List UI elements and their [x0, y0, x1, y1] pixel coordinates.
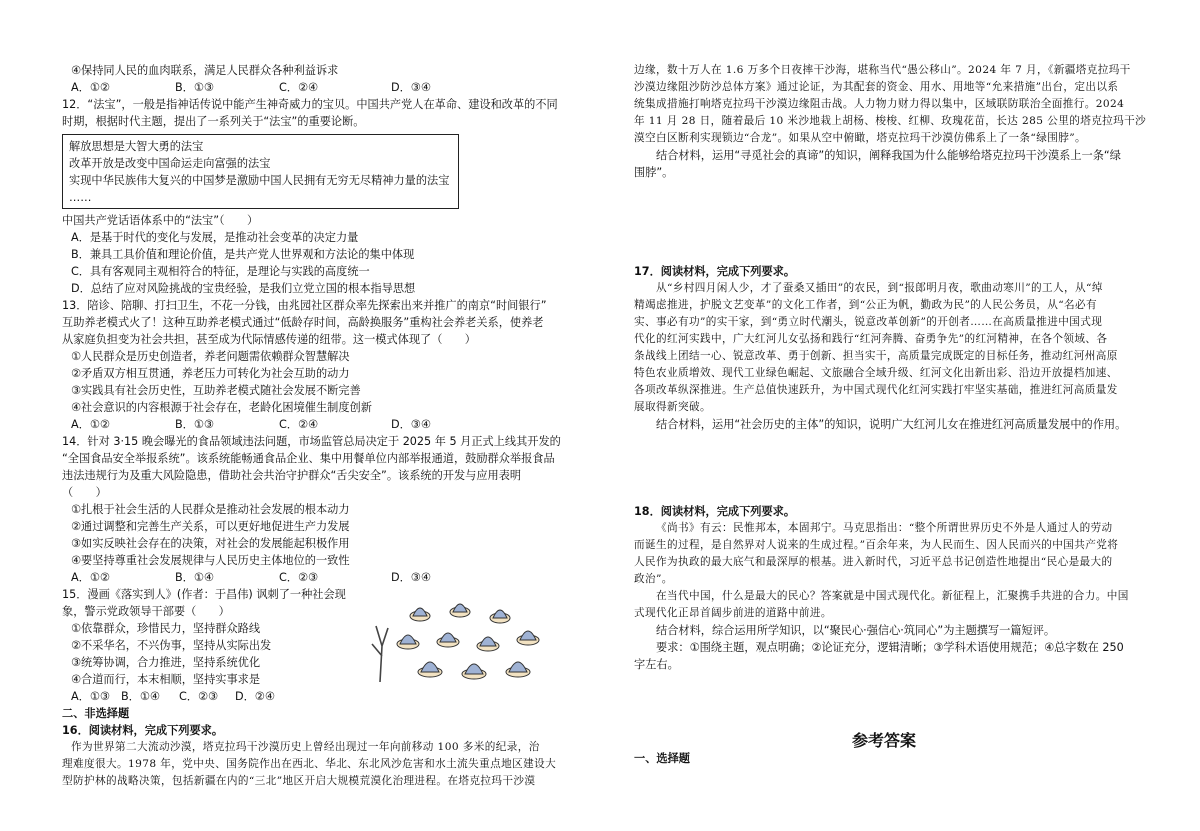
q16-body-line: 型防护林的战略决策，包括新疆在内的“三北”地区开启大规模荒漠化治理进程。在塔克拉玛干沙漠	[62, 775, 536, 787]
q15-option-1: ①依靠群众，珍惜民力，坚持群众路线	[71, 622, 261, 635]
q12-option-a: A．是基于时代的变化与发展，是推动社会变革的决定力量	[71, 231, 359, 244]
q17-body-line: 实、事必有功”的实干家，到“勇立时代潮头，锐意改革创新”的开创者……在高质量推进中国式现	[634, 316, 1103, 328]
q17-body-line: 特色农业质增效、现代工业绿色崛起、文旅融合全域升级、红河文化出新出彩、沿边开放提档加速、	[634, 367, 1118, 379]
q14-option-1: ①扎根于社会生活的人民群众是推动社会发展的根本动力	[71, 503, 350, 516]
q11-choice-c: C．②④	[279, 81, 319, 94]
q18-title: 18．阅读材料，完成下列要求。	[634, 505, 796, 518]
q14-option-2: ②通过调整和完善生产关系，可以更好地促进生产力发展	[71, 520, 350, 533]
q17-body-line: 代化的红河实践中，广大红河儿女弘扬和践行“红河奔腾、奋勇争先”的红河精神，在各个领域、各	[634, 333, 1108, 345]
q15-option-2: ②不采华名，不兴伪事，坚持从实际出发	[71, 639, 272, 652]
q14-stem-line3: 违法违规行为及重大风险隐患，借助社会共治守护群众“舌尖安全”。该系统的开发与应用表明	[62, 469, 522, 482]
q16-cont-line: 漠空白区断利实现锁边“合龙”。如果从空中俯瞰，塔克拉玛干沙漠仿佛系上了一条“绿围脖”。	[634, 132, 1087, 144]
q14-choices	[62, 569, 572, 586]
q15-stem-line2: 象，警示党政领导干部要（ ）	[62, 605, 230, 618]
q14-stem-line1: 14．针对 3·15 晚会曝光的食品领域违法问题，市场监管总局决定于 2025 年 5 月正式上线其开发的	[62, 435, 561, 448]
q17-title: 17．阅读材料，完成下列要求。	[634, 265, 796, 278]
q11-choice-a: A．①②	[71, 81, 110, 94]
q18-body-line: 在当代中国，什么是最大的民心？答案就是中国式现代化。新征程上，汇聚携手共进的合力。中国	[656, 590, 1129, 602]
q16-prompt-line1: 结合材料，运用“寻觅社会的真谛”的知识，阐释我国为什么能够给塔克拉玛干沙漠系上一条“绿	[656, 149, 1121, 162]
q13-stem-line1: 13．陪诊、陪聊、打扫卫生，不花一分钱，由兆园社区群众率先探索出来并推广的南京“时间银行”	[62, 299, 547, 312]
q18-body-line: 《尚书》有云：民惟邦本，本固邦宁。马克思指出：“整个所谓世界历史不外是人通过人的劳动	[656, 522, 1113, 534]
q12-box-line: 解放思想是大智大勇的法宝	[69, 140, 204, 153]
q13-option-1: ①人民群众是历史创造者，养老问题需依赖群众智慧解决	[71, 350, 350, 363]
q18-prompt: 结合材料，综合运用所学知识，以“聚民心·强信心·筑同心”为主题撰写一篇短评。	[656, 624, 1056, 637]
answer-space-q16	[634, 181, 1174, 263]
q11-option-4: ④保持同人民的血肉联系，满足人民群众各种利益诉求	[71, 64, 339, 77]
q13-choice-b: B．①③	[175, 418, 214, 431]
q17-prompt: 结合材料，运用“社会历史的主体”的知识，说明广大红河儿女在推进红河高质量发展中的作用。	[656, 418, 1127, 431]
q17-body-line: 从“乡村四月闲人少，才了蚕桑又插田”的农民，到“报郎明月夜，歌曲动寒川”的工人，从“绰	[656, 282, 1103, 294]
q17-body-line: 展取得新突破。	[634, 401, 711, 413]
q15-stem-line1: 15．漫画《落实到人》(作者：于昌伟) 讽刺了一种社会现	[62, 588, 346, 601]
answers-section-heading: 一、选择题	[634, 752, 690, 765]
q15-choice-b: B．①④	[121, 690, 160, 703]
q14-choice-d: D．③④	[391, 571, 431, 584]
q13-choice-a: A．①②	[71, 418, 110, 431]
q14-choice-a: A．①②	[71, 571, 110, 584]
q13-option-4: ④社会意识的内容根源于社会存在，老龄化困境催生制度创新	[71, 401, 372, 414]
q18-body-line: 政治”。	[634, 573, 673, 585]
q11-choices	[62, 79, 572, 96]
q18-body-line: 而诞生的过程，是自然界对人说来的生成过程。”百余年来，为人民而生、因人民而兴的中国共产党将	[634, 539, 1119, 551]
q17-body-line: 精竭虑推进，护脱文艺变革”的文化工作者，到“公正为帆，勤政为民”的人民公务员，从“名必有	[634, 299, 1098, 311]
q18-requirements-line1: 要求：①围绕主题，观点明确；②论证充分，逻辑清晰；③学科术语使用规范；④总字数在 250	[656, 641, 1124, 654]
right-column	[634, 62, 1174, 673]
q14-choice-c: C．②③	[279, 571, 319, 584]
q16-cont-line: 统集成措施打响塔克拉玛干沙漠边缘阻击战。人力物力财力得以集中，区域联防联治全面推行。2024	[634, 98, 1125, 110]
q15-choice-d: D．②④	[235, 690, 275, 703]
q14-option-4: ④要坚持尊重社会发展规律与人民历史主体地位的一致性	[71, 554, 350, 567]
q13-choices	[62, 416, 572, 433]
q18-requirements-line2: 字左右。	[634, 658, 679, 671]
q16-prompt-line2: 围脖”。	[634, 166, 674, 179]
q14-stem-line2: “全国食品安全举报系统”。该系统能畅通食品企业、集中用餐单位内部举报通道，鼓励群众举报食品	[62, 452, 555, 465]
q17-body-line: 各项改革纵深推进。生产总值快速跃升，为中国式现代化红河实践打牢坚实基础，推进红河高质量发	[634, 384, 1118, 396]
q13-option-2: ②矛盾双方相互贯通，养老压力可转化为社会互助的动力	[71, 367, 350, 380]
q12-question: 中国共产党话语体系中的“法宝”（ ）	[62, 214, 259, 227]
q12-option-d: D．总结了应对风险挑战的宝贵经验，是我们立党立国的根本指导思想	[71, 282, 416, 295]
q17-body-line: 条战线上团结一心、锐意改革、勇于创新、担当实干，高质量完成既定的目标任务，推动红河州高原	[634, 350, 1118, 362]
q16-body-line: 理难度很大。1978 年，党中央、国务院作出在西北、华北、东北风沙危害和水土流失重点地区建设大	[62, 758, 557, 770]
q16-cont-line: 沙漠边缘阻沙防沙总体方案》通过论证，为其配套的资金、用水、用地等“允来措施”出台，定出以系	[634, 81, 1119, 93]
q15-option-3: ③统筹协调，合力推进，坚持系统优化	[71, 656, 261, 669]
q15-choices	[62, 688, 572, 705]
q13-option-3: ③实践具有社会历史性，互助养老模式随社会发展不断完善	[71, 384, 361, 397]
answer-space-q17	[634, 433, 1174, 503]
q12-option-b: B．兼具工具价值和理论价值，是共产党人世界观和方法论的集中体现	[71, 248, 415, 261]
q13-choice-c: C．②④	[279, 418, 319, 431]
q13-stem-line2: 互助养老模式火了！这种互助养老模式通过“低龄存时间，高龄换服务”重构社会养老关系，使养老	[62, 316, 544, 329]
q12-box-line: ……	[69, 191, 92, 204]
q12-box-line: 改革开放是改变中国命运走向富强的法宝	[69, 157, 271, 170]
q16-cont-line: 年 11 月 28 日，随着最后 10 米沙地栽上胡杨、梭梭、红柳、玫瑰花苗，长达 285 公里的塔克拉玛干沙	[634, 115, 1147, 127]
q13-stem-line3: 从家庭负担变为社会共担，甚至成为代际情感传递的纽带。这一模式体现了（ ）	[62, 333, 476, 346]
q12-box-line: 实现中华民族伟大复兴的中国梦是激励中国人民拥有无穷无尽精神力量的法宝	[69, 174, 450, 187]
q14-choice-b: B．①④	[175, 571, 214, 584]
q12-quote-box	[62, 134, 459, 209]
q14-option-3: ③如实反映社会存在的决策，对社会的发展能起积极作用	[71, 537, 350, 550]
q18-body-line: 人民作为执政的最大底气和最深厚的根基。进入新时代，习近平总书记创造性地提出“民心是最大的	[634, 556, 1113, 568]
q12-stem-line1: 12．“法宝”，一般是指神话传说中能产生神奇威力的宝贝。中国共产党人在革命、建设和改革的不同	[62, 98, 558, 111]
q15-choice-a: A．①③	[71, 690, 110, 703]
q15-option-4: ④合道而行，本末相顺，坚持实事求是	[71, 673, 261, 686]
q15-choice-c: C．②③	[179, 690, 219, 703]
q13-choice-d: D．③④	[391, 418, 431, 431]
q12-stem-line2: 时期，根据时代主题，提出了一系列关于“法宝”的重要论断。	[62, 115, 365, 128]
q11-choice-b: B．①③	[175, 81, 214, 94]
section-heading-nonchoice: 二、非选择题	[62, 707, 130, 720]
q16-cont-line: 边缘，数十万人在 1.6 万多个日夜摔干沙海，堪称当代“愚公移山”。2024 年 7 月，《新疆塔克拉玛干	[634, 64, 1131, 76]
answers-title: 参考答案	[852, 731, 917, 750]
q16-body-line: 作为世界第二大流动沙漠，塔克拉玛干沙漠历史上曾经出现过一年向前移动 100 多米的纪录，治	[71, 741, 540, 753]
q16-title: 16．阅读材料，完成下列要求。	[62, 724, 224, 737]
q12-option-c: C．具有客观同主观相符合的特征，是理论与实践的高度统一	[71, 265, 370, 278]
q18-body-line: 式现代化正昂首阔步前进的道路中前进。	[634, 607, 832, 619]
cartoon-illustration	[368, 596, 550, 684]
q11-choice-d: D．③④	[391, 81, 431, 94]
q14-stem-line4: （ ）	[62, 486, 107, 499]
